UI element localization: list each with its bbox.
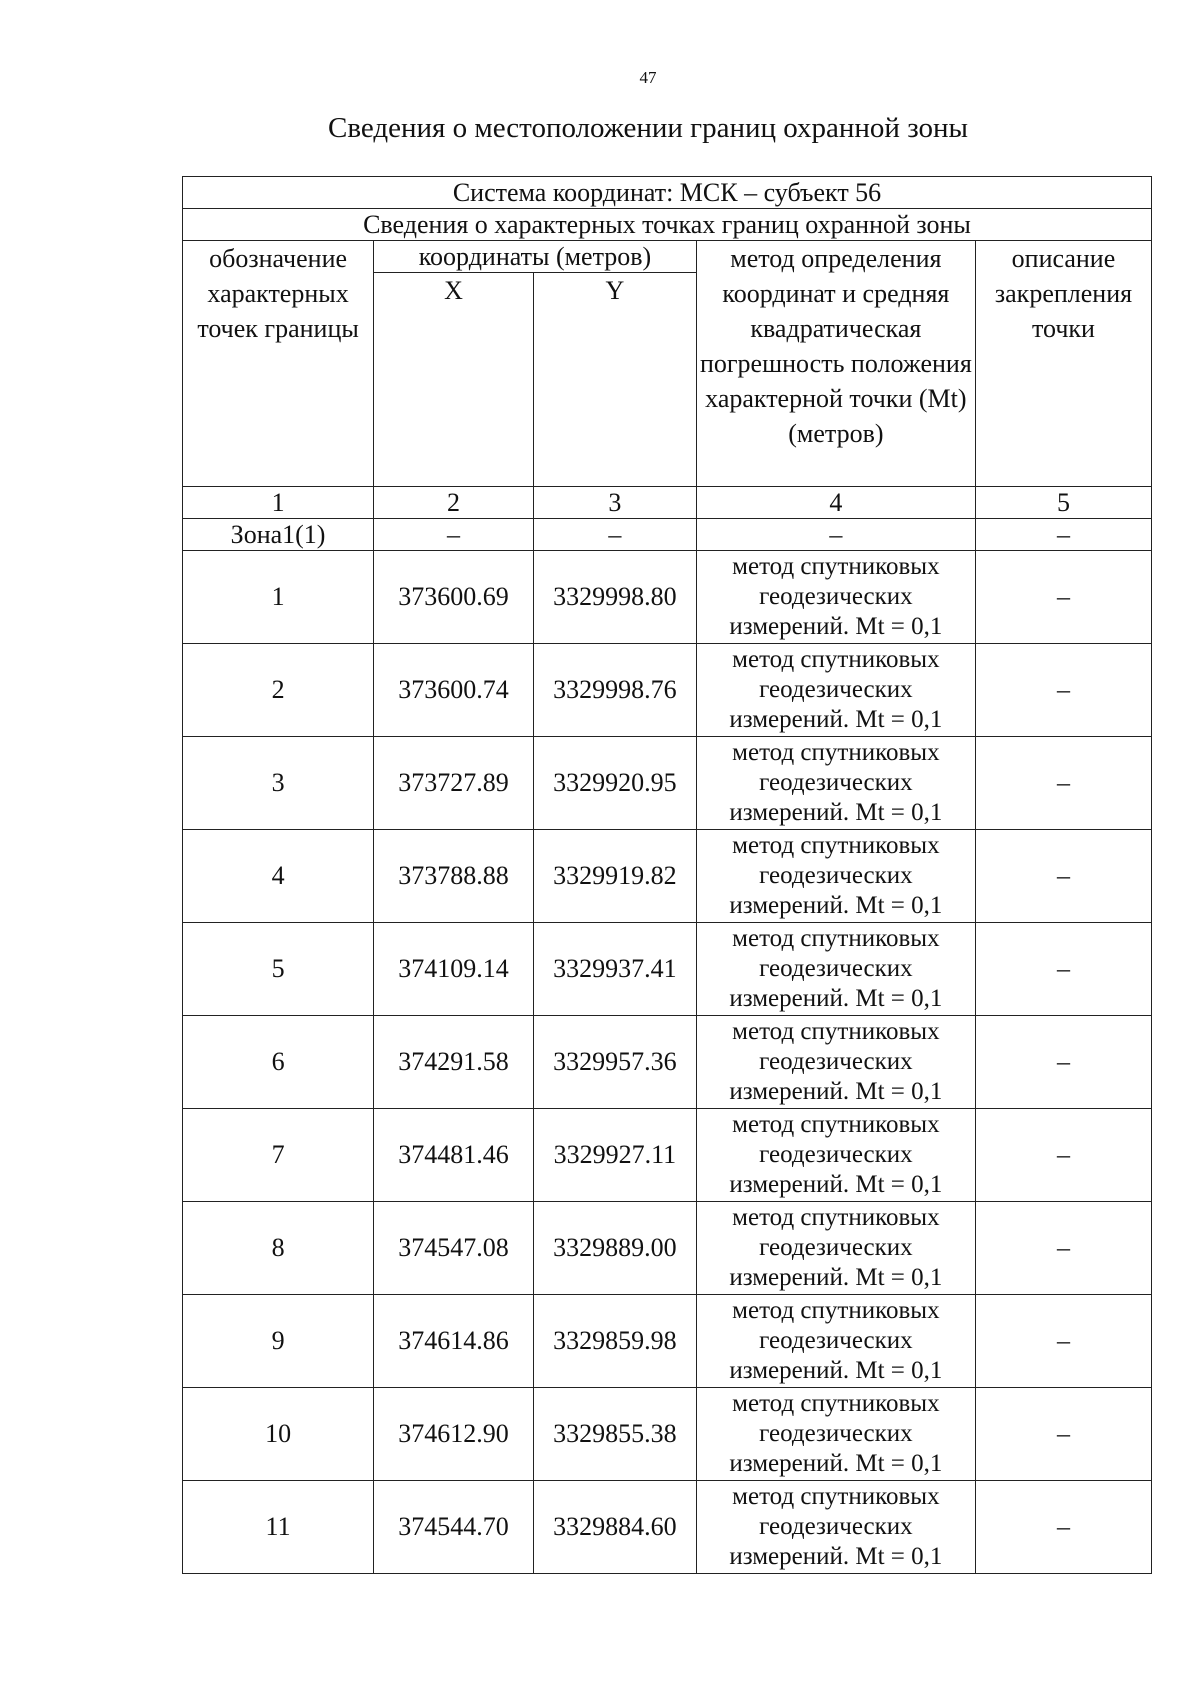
info-cell: Сведения о характерных точках границ охранной зоны: [183, 209, 1152, 241]
header-point-designation: обозначение характерных точек границы: [183, 241, 374, 487]
header-description: описание закрепления точки: [975, 241, 1151, 487]
column-number: 5: [975, 487, 1151, 519]
y-coordinate-cell: 3329889.00: [533, 1202, 696, 1295]
description-cell: –: [975, 830, 1151, 923]
point-number-cell: 9: [183, 1295, 374, 1388]
table-row: [183, 644, 1152, 737]
coordinate-system-row: [183, 177, 1152, 209]
table-row: [183, 1016, 1152, 1109]
zone-label: Зона1(1): [183, 519, 374, 551]
x-coordinate-cell: 374544.70: [374, 1481, 534, 1574]
x-coordinate-cell: 373727.89: [374, 737, 534, 830]
table-row: [183, 830, 1152, 923]
zone-x: –: [374, 519, 534, 551]
zone-y: –: [533, 519, 696, 551]
y-coordinate-cell: 3329859.98: [533, 1295, 696, 1388]
page-number: 47: [639, 68, 657, 87]
y-coordinate-cell: 3329937.41: [533, 923, 696, 1016]
point-number-cell: 5: [183, 923, 374, 1016]
document-title: Сведения о местоположении границ охранной зоны: [327, 112, 968, 144]
x-coordinate-cell: 374291.58: [374, 1016, 534, 1109]
method-cell: метод спутниковых геодезических измерений. Mt = 0,1: [696, 1016, 975, 1109]
column-number: 3: [533, 487, 696, 519]
x-coordinate-cell: 373600.74: [374, 644, 534, 737]
header-coordinates: координаты (метров): [374, 241, 697, 273]
y-coordinate-cell: 3329927.11: [533, 1109, 696, 1202]
table-row: [183, 1109, 1152, 1202]
point-number-cell: 3: [183, 737, 374, 830]
header-method: метод определения координат и средняя квадратическая погрешность положения характерной точки (Mt) (метров): [696, 241, 975, 487]
method-cell: метод спутниковых геодезических измерений. Mt = 0,1: [696, 1295, 975, 1388]
table-row: [183, 551, 1152, 644]
x-coordinate-cell: 374547.08: [374, 1202, 534, 1295]
description-cell: –: [975, 551, 1151, 644]
description-cell: –: [975, 1202, 1151, 1295]
method-cell: метод спутниковых геодезических измерений. Mt = 0,1: [696, 1388, 975, 1481]
table-row: [183, 1481, 1152, 1574]
x-coordinate-cell: 374481.46: [374, 1109, 534, 1202]
x-coordinate-cell: 374109.14: [374, 923, 534, 1016]
description-cell: –: [975, 737, 1151, 830]
method-cell: метод спутниковых геодезических измерений. Mt = 0,1: [696, 1202, 975, 1295]
x-coordinate-cell: 373600.69: [374, 551, 534, 644]
method-cell: метод спутниковых геодезических измерений. Mt = 0,1: [696, 1109, 975, 1202]
zone-description: –: [975, 519, 1151, 551]
y-coordinate-cell: 3329998.80: [533, 551, 696, 644]
description-cell: –: [975, 1016, 1151, 1109]
x-coordinate-cell: 374612.90: [374, 1388, 534, 1481]
y-coordinate-cell: 3329919.82: [533, 830, 696, 923]
column-number: 2: [374, 487, 534, 519]
y-coordinate-cell: 3329998.76: [533, 644, 696, 737]
point-number-cell: 2: [183, 644, 374, 737]
header-y: Y: [533, 273, 696, 487]
column-number-row: [183, 487, 1152, 519]
point-number-cell: 7: [183, 1109, 374, 1202]
method-cell: метод спутниковых геодезических измерений. Mt = 0,1: [696, 551, 975, 644]
column-number: 1: [183, 487, 374, 519]
point-number-cell: 4: [183, 830, 374, 923]
header-x: X: [374, 273, 534, 487]
coordinate-system-cell: Система координат: МСК – субъект 56: [183, 177, 1152, 209]
table-row: [183, 1388, 1152, 1481]
info-row: [183, 209, 1152, 241]
x-coordinate-cell: 374614.86: [374, 1295, 534, 1388]
y-coordinate-cell: 3329920.95: [533, 737, 696, 830]
y-coordinate-cell: 3329957.36: [533, 1016, 696, 1109]
description-cell: –: [975, 1295, 1151, 1388]
method-cell: метод спутниковых геодезических измерений. Mt = 0,1: [696, 1481, 975, 1574]
y-coordinate-cell: 3329884.60: [533, 1481, 696, 1574]
table-row: [183, 1202, 1152, 1295]
description-cell: –: [975, 923, 1151, 1016]
x-coordinate-cell: 373788.88: [374, 830, 534, 923]
description-cell: –: [975, 644, 1151, 737]
y-coordinate-cell: 3329855.38: [533, 1388, 696, 1481]
header-row-1: [183, 241, 1152, 273]
table-row: [183, 737, 1152, 830]
point-number-cell: 11: [183, 1481, 374, 1574]
zone-row: [183, 519, 1152, 551]
method-cell: метод спутниковых геодезических измерений. Mt = 0,1: [696, 923, 975, 1016]
method-cell: метод спутниковых геодезических измерений. Mt = 0,1: [696, 830, 975, 923]
method-cell: метод спутниковых геодезических измерений. Mt = 0,1: [696, 644, 975, 737]
point-number-cell: 6: [183, 1016, 374, 1109]
method-cell: метод спутниковых геодезических измерений. Mt = 0,1: [696, 737, 975, 830]
point-number-cell: 8: [183, 1202, 374, 1295]
zone-method: –: [696, 519, 975, 551]
description-cell: –: [975, 1388, 1151, 1481]
table-row: [183, 1295, 1152, 1388]
point-number-cell: 10: [183, 1388, 374, 1481]
description-cell: –: [975, 1109, 1151, 1202]
boundary-points-table: [182, 176, 1152, 1574]
column-number: 4: [696, 487, 975, 519]
table-row: [183, 923, 1152, 1016]
point-number-cell: 1: [183, 551, 374, 644]
boundary-points-table-wrap: [182, 176, 1152, 1574]
description-cell: –: [975, 1481, 1151, 1574]
